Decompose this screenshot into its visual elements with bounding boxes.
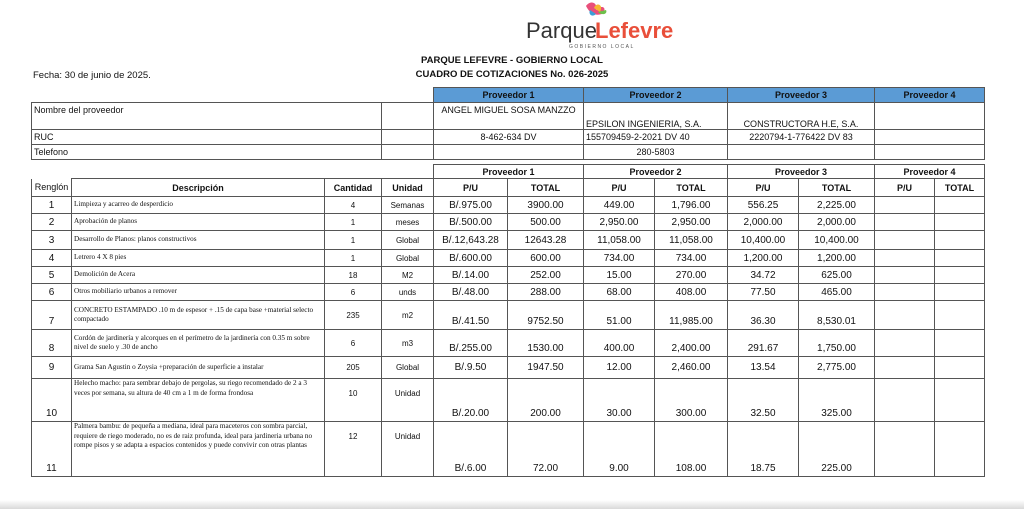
svg-text:GOBIERNO LOCAL: GOBIERNO LOCAL — [569, 44, 635, 50]
p2-total: 408.00 — [655, 284, 728, 301]
row-quantity: 1 — [325, 231, 382, 250]
row-quantity: 1 — [325, 214, 382, 231]
row-description: Palmera bambu: de pequeña a mediana, ideal para maceteros con sombra parcial, requiere de riego moderado, no es de raiz profunda, ideal para jardineria urbana no rompe pisos y se adapta a espacios contenidos y puede convivir con otras plantas — [72, 422, 325, 477]
row-quantity: 4 — [325, 197, 382, 214]
table-row — [32, 267, 985, 284]
p3-unit-price: 10,400.00 — [728, 231, 799, 250]
p1-total: 1947.50 — [508, 357, 584, 379]
row-description: Limpieza y acarreo de desperdicio — [72, 197, 325, 214]
row-description: CONCRETO ESTAMPADO .10 m de espesor + .15 de capa base +material selecto compactado — [72, 301, 325, 330]
row-quantity: 1 — [325, 250, 382, 267]
provider-group-3: Proveedor 3 — [728, 165, 875, 179]
p2-unit-price: 2,950.00 — [584, 214, 655, 231]
col-total-3: TOTAL — [799, 179, 875, 197]
supplier-name-2: EPSILON INGENIERIA, S.A. — [584, 103, 728, 130]
p4-unit-price — [875, 422, 935, 477]
row-unit: Unidad — [382, 422, 434, 477]
p3-unit-price: 36.30 — [728, 301, 799, 330]
row-quantity: 18 — [325, 267, 382, 284]
p2-total: 108.00 — [655, 422, 728, 477]
p4-unit-price — [875, 267, 935, 284]
row-description: Desarrollo de Planos: planos constructivos — [72, 231, 325, 250]
p3-unit-price: 1,200.00 — [728, 250, 799, 267]
row-unit: Global — [382, 357, 434, 379]
p2-total: 11,058.00 — [655, 231, 728, 250]
p3-unit-price: 556.25 — [728, 197, 799, 214]
p3-total: 325.00 — [799, 379, 875, 422]
p2-unit-price: 12.00 — [584, 357, 655, 379]
p4-unit-price — [875, 301, 935, 330]
p1-unit-price: B/.14.00 — [434, 267, 508, 284]
row-description: Helecho macho: para sembrar debajo de pergolas, su riego recomendado de 2 a 3 veces por semana, su altura de 40 cm a 1 m de forma frondosa — [72, 379, 325, 422]
row-description: Otros mobiliario urbanos a remover — [72, 284, 325, 301]
p3-unit-price: 18.75 — [728, 422, 799, 477]
p1-unit-price: B/.12,643.28 — [434, 231, 508, 250]
p3-total: 1,750.00 — [799, 330, 875, 357]
col-pu-4: P/U — [875, 179, 935, 197]
table-row — [32, 214, 985, 231]
p1-total: 3900.00 — [508, 197, 584, 214]
p2-unit-price: 30.00 — [584, 379, 655, 422]
col-cantidad: Cantidad — [325, 179, 382, 197]
p1-unit-price: B/.9.50 — [434, 357, 508, 379]
p2-unit-price: 449.00 — [584, 197, 655, 214]
table-row — [32, 357, 985, 379]
row-quantity: 10 — [325, 379, 382, 422]
row-unit: m2 — [382, 301, 434, 330]
row-quantity: 6 — [325, 284, 382, 301]
table-row — [32, 379, 985, 422]
p3-total: 10,400.00 — [799, 231, 875, 250]
row-number: 10 — [32, 379, 72, 422]
p1-unit-price: B/.48.00 — [434, 284, 508, 301]
table-row — [32, 422, 985, 477]
supplier-phone-2: 280-5803 — [584, 145, 728, 160]
table-row — [32, 301, 985, 330]
p1-unit-price: B/.500.00 — [434, 214, 508, 231]
quotation-rows — [32, 197, 985, 477]
provider-group-1: Proveedor 1 — [434, 165, 584, 179]
p3-total: 2,775.00 — [799, 357, 875, 379]
p1-unit-price: B/.975.00 — [434, 197, 508, 214]
date-label: Fecha: 30 de junio de 2025. — [33, 70, 151, 81]
row-unit: Semanas — [382, 197, 434, 214]
col-total-1: TOTAL — [508, 179, 584, 197]
p4-total — [935, 422, 985, 477]
p4-total — [935, 284, 985, 301]
p1-total: 72.00 — [508, 422, 584, 477]
p4-total — [935, 357, 985, 379]
p3-unit-price: 77.50 — [728, 284, 799, 301]
supplier-header-3: Proveedor 3 — [728, 88, 875, 103]
row-number: 4 — [32, 250, 72, 267]
supplier-name-1: ANGEL MIGUEL SOSA MANZZO — [434, 103, 584, 130]
p4-unit-price — [875, 214, 935, 231]
table-row — [32, 284, 985, 301]
supplier-header-1: Proveedor 1 — [434, 88, 584, 103]
supplier-ruc-4 — [875, 130, 985, 145]
supplier-name-3: CONSTRUCTORA H.E, S.A. — [728, 103, 875, 130]
row-number: 2 — [32, 214, 72, 231]
col-descripcion: Descripción — [72, 179, 325, 197]
row-quantity: 235 — [325, 301, 382, 330]
p2-total: 1,796.00 — [655, 197, 728, 214]
supplier-info-table — [31, 87, 985, 160]
supplier-ruc-2: 155709459-2-2021 DV 40 — [584, 130, 728, 145]
p1-unit-price: B/.20.00 — [434, 379, 508, 422]
p3-total: 2,000.00 — [799, 214, 875, 231]
org-title: PARQUE LEFEVRE - GOBIERNO LOCAL — [421, 55, 603, 66]
row-number: 3 — [32, 231, 72, 250]
p4-unit-price — [875, 231, 935, 250]
p1-total: 12643.28 — [508, 231, 584, 250]
table-row — [32, 330, 985, 357]
row-unit: meses — [382, 214, 434, 231]
p2-total: 2,400.00 — [655, 330, 728, 357]
col-unidad: Unidad — [382, 179, 434, 197]
p3-unit-price: 2,000.00 — [728, 214, 799, 231]
p4-unit-price — [875, 357, 935, 379]
provider-group-4: Proveedor 4 — [875, 165, 985, 179]
p4-unit-price — [875, 284, 935, 301]
row-number: 5 — [32, 267, 72, 284]
row-number: 8 — [32, 330, 72, 357]
p4-total — [935, 379, 985, 422]
col-renglon: Renglón — [32, 179, 72, 197]
p2-unit-price: 734.00 — [584, 250, 655, 267]
p2-unit-price: 11,058.00 — [584, 231, 655, 250]
table-row — [32, 197, 985, 214]
supplier-phone-1 — [434, 145, 584, 160]
provider-group-2: Proveedor 2 — [584, 165, 728, 179]
col-total-4: TOTAL — [935, 179, 985, 197]
p4-unit-price — [875, 330, 935, 357]
p1-total: 288.00 — [508, 284, 584, 301]
row-unit: Global — [382, 231, 434, 250]
row-number: 11 — [32, 422, 72, 477]
p1-total: 200.00 — [508, 379, 584, 422]
row-unit: Unidad — [382, 379, 434, 422]
row-unit: m3 — [382, 330, 434, 357]
row-description: Aprobación de planos — [72, 214, 325, 231]
p1-total: 1530.00 — [508, 330, 584, 357]
supplier-header-4: Proveedor 4 — [875, 88, 985, 103]
p2-total: 11,985.00 — [655, 301, 728, 330]
p1-unit-price: B/.600.00 — [434, 250, 508, 267]
col-pu-1: P/U — [434, 179, 508, 197]
row-number: 9 — [32, 357, 72, 379]
row-quantity: 205 — [325, 357, 382, 379]
p3-total: 1,200.00 — [799, 250, 875, 267]
p2-unit-price: 68.00 — [584, 284, 655, 301]
label-nombre: Nombre del proveedor — [32, 103, 382, 130]
row-quantity: 6 — [325, 330, 382, 357]
svg-text:Parque: Parque — [526, 18, 597, 43]
p2-total: 270.00 — [655, 267, 728, 284]
col-pu-3: P/U — [728, 179, 799, 197]
row-unit: Global — [382, 250, 434, 267]
row-unit: M2 — [382, 267, 434, 284]
p3-unit-price: 34.72 — [728, 267, 799, 284]
row-number: 6 — [32, 284, 72, 301]
p2-unit-price: 15.00 — [584, 267, 655, 284]
p4-total — [935, 267, 985, 284]
supplier-name-4 — [875, 103, 985, 130]
supplier-ruc-1: 8-462-634 DV — [434, 130, 584, 145]
row-number: 1 — [32, 197, 72, 214]
p4-unit-price — [875, 379, 935, 422]
p1-total: 600.00 — [508, 250, 584, 267]
row-unit: unds — [382, 284, 434, 301]
table-row — [32, 231, 985, 250]
p3-total: 225.00 — [799, 422, 875, 477]
p1-unit-price: B/.41.50 — [434, 301, 508, 330]
row-description: Grama San Agustin o Zoysia +preparación de superficie a instalar — [72, 357, 325, 379]
p1-total: 500.00 — [508, 214, 584, 231]
row-quantity: 12 — [325, 422, 382, 477]
p4-total — [935, 301, 985, 330]
p3-total: 8,530.01 — [799, 301, 875, 330]
row-number: 7 — [32, 301, 72, 330]
p4-total — [935, 197, 985, 214]
label-telefono: Telefono — [32, 145, 382, 160]
p3-unit-price: 291.67 — [728, 330, 799, 357]
table-row — [32, 250, 985, 267]
p1-total: 252.00 — [508, 267, 584, 284]
p3-total: 2,225.00 — [799, 197, 875, 214]
p3-unit-price: 13.54 — [728, 357, 799, 379]
svg-text:Lefevre: Lefevre — [595, 18, 674, 43]
p2-unit-price: 51.00 — [584, 301, 655, 330]
row-description: Demolición de Acera — [72, 267, 325, 284]
col-total-2: TOTAL — [655, 179, 728, 197]
supplier-header-2: Proveedor 2 — [584, 88, 728, 103]
p2-unit-price: 400.00 — [584, 330, 655, 357]
p2-total: 2,460.00 — [655, 357, 728, 379]
quotation-table — [31, 164, 985, 477]
row-description: Cordón de jardinería y alcorques en el perímetro de la jardinería con 0.35 m sobre nivel de suelo y .30 de ancho — [72, 330, 325, 357]
p1-unit-price: B/.255.00 — [434, 330, 508, 357]
p4-total — [935, 214, 985, 231]
document-title: CUADRO DE COTIZACIONES No. 026-2025 — [415, 69, 609, 80]
p3-unit-price: 32.50 — [728, 379, 799, 422]
supplier-ruc-3: 2220794-1-776422 DV 83 — [728, 130, 875, 145]
p2-unit-price: 9.00 — [584, 422, 655, 477]
p3-total: 465.00 — [799, 284, 875, 301]
p2-total: 734.00 — [655, 250, 728, 267]
page-edge-shadow — [0, 500, 1024, 509]
label-ruc: RUC — [32, 130, 382, 145]
supplier-phone-3 — [728, 145, 875, 160]
p2-total: 300.00 — [655, 379, 728, 422]
supplier-phone-4 — [875, 145, 985, 160]
row-description: Letrero 4 X 8 pies — [72, 250, 325, 267]
parque-lefevre-logo — [524, 2, 674, 50]
p1-total: 9752.50 — [508, 301, 584, 330]
p4-unit-price — [875, 250, 935, 267]
p4-unit-price — [875, 197, 935, 214]
p2-total: 2,950.00 — [655, 214, 728, 231]
col-pu-2: P/U — [584, 179, 655, 197]
p4-total — [935, 250, 985, 267]
p1-unit-price: B/.6.00 — [434, 422, 508, 477]
p4-total — [935, 231, 985, 250]
p4-total — [935, 330, 985, 357]
p3-total: 625.00 — [799, 267, 875, 284]
